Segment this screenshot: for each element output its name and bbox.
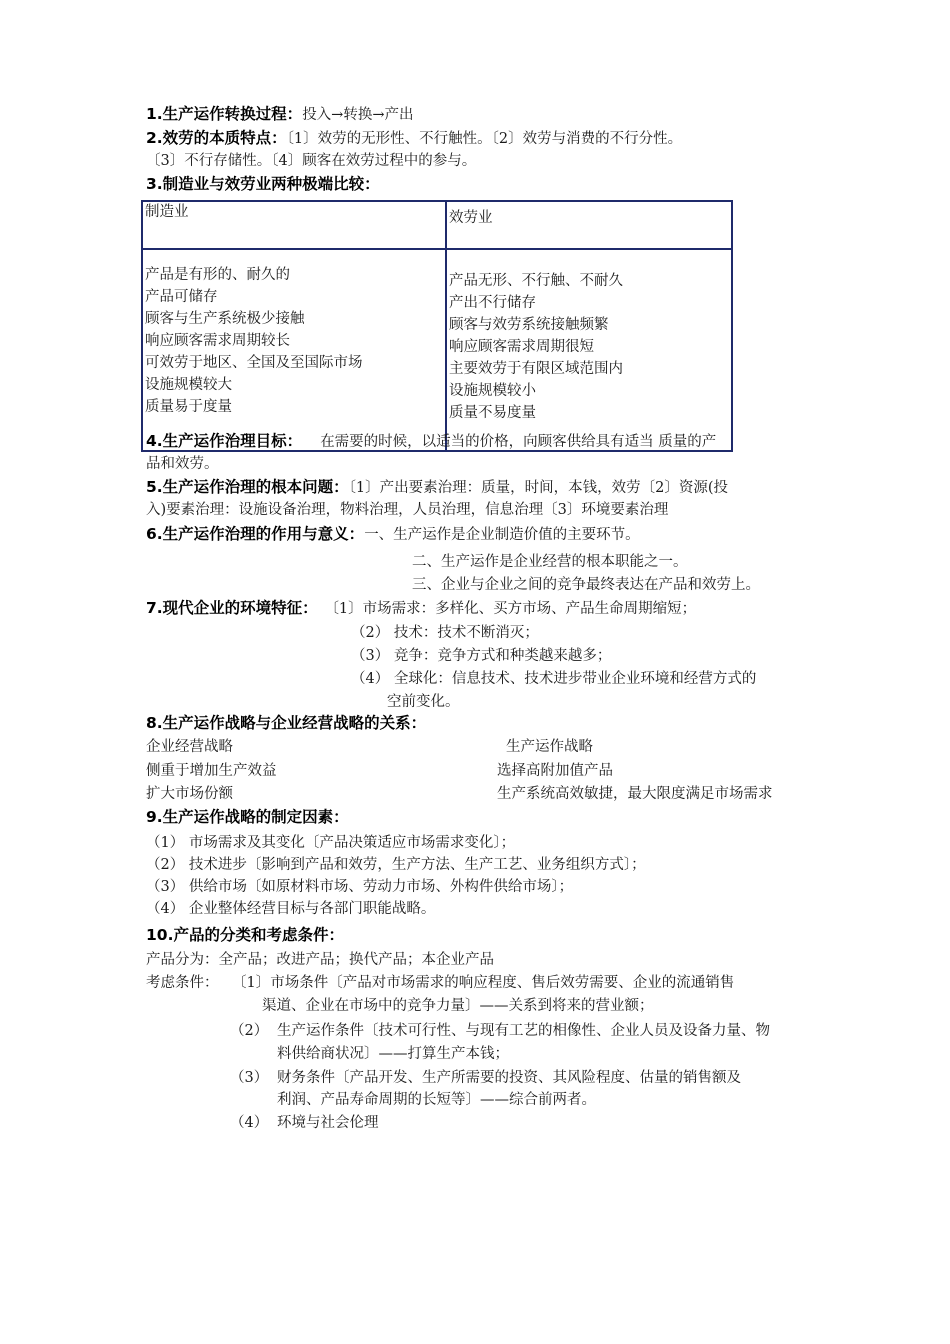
heading-2: 2.效劳的本质特点： bbox=[146, 129, 287, 147]
section-7-item-4 bbox=[351, 668, 756, 690]
heading-6: 6.生产运作治理的作用与意义： bbox=[146, 525, 365, 543]
section-7-continuation: 空前变化。 bbox=[387, 694, 460, 710]
list-item: 产出不行储存 bbox=[449, 295, 536, 311]
condition-4-line-1: 环境与社会伦理 bbox=[277, 1115, 379, 1131]
section-5 bbox=[146, 476, 728, 499]
section-7-num-3: （3） bbox=[351, 648, 390, 664]
list-item: （1） 市场需求及其变化〔产品决策适应市场需求变化〕； bbox=[146, 835, 516, 851]
heading-10: 10.产品的分类和考虑条件： bbox=[146, 926, 344, 944]
section-2 bbox=[146, 127, 682, 150]
section-7-text-3: 竞争：竞争方式和种类越来越多； bbox=[393, 648, 612, 664]
business-strategy-item-1: 侧重于增加生产效益 bbox=[146, 763, 277, 779]
table-header-service: 效劳业 bbox=[449, 210, 493, 226]
section-6-item-3: 三、企业与企业之间的竞争最终表达在产品和效劳上。 bbox=[412, 577, 760, 593]
list-item: 响应顾客需求周期很短 bbox=[449, 339, 594, 355]
heading-8: 8.生产运作战略与企业经营战略的关系： bbox=[146, 714, 427, 732]
heading-4: 4.生产运作治理目标： bbox=[146, 432, 303, 450]
condition-1-line-2: 渠道、企业在市场中的竞争力量〕——关系到将来的营业额； bbox=[262, 998, 654, 1014]
section-7-num-2: （2） bbox=[351, 625, 390, 641]
list-item: 产品是有形的、耐久的 bbox=[145, 267, 290, 283]
section-6-item-1: 一、生产运作是企业制造价值的主要环节。 bbox=[364, 527, 640, 543]
list-item: 质量易于度量 bbox=[145, 399, 232, 415]
condition-2-line-2: 料供给商状况〕——打算生产本钱； bbox=[277, 1046, 509, 1062]
section-5-text-2: 入)要素治理：设施设备治理，物料治理，人员治理，信息治理〔3〕环境要素治理 bbox=[146, 502, 669, 518]
operations-strategy-item-2: 生产系统高效敏捷，最大限度满足市场需求 bbox=[497, 786, 773, 802]
section-7-num-1: 〔1〕 bbox=[331, 601, 363, 617]
section-7-item-2 bbox=[351, 622, 539, 644]
list-item: 质量不易度量 bbox=[449, 405, 536, 421]
operations-strategy-item-1: 选择高附加值产品 bbox=[497, 763, 613, 779]
section-2-text-2: 〔3〕不行存储性。〔4〕顾客在效劳过程中的参与。 bbox=[146, 153, 477, 169]
manufacturing-traits bbox=[145, 264, 363, 418]
section-7-text-1: 市场需求：多样化、买方市场、产品生命周期缩短； bbox=[362, 601, 697, 617]
service-traits bbox=[449, 270, 623, 424]
section-6 bbox=[146, 523, 640, 546]
condition-3-num: （3） bbox=[230, 1070, 269, 1086]
business-strategy-item-2: 扩大市场份额 bbox=[146, 786, 233, 802]
list-item: 设施规模较小 bbox=[449, 383, 536, 399]
heading-5: 5.生产运作治理的根本问题： bbox=[146, 478, 349, 496]
table-divider-vertical bbox=[445, 200, 447, 452]
consideration-label: 考虑条件： bbox=[146, 975, 219, 991]
section-5-text-1: 〔1〕产出要素治理：质量，时间，本钱，效劳〔2〕资源(投 bbox=[348, 480, 729, 496]
section-9-list bbox=[146, 832, 646, 920]
condition-3-line-2: 利润、产品寿命周期的长短等〕——综合前两者。 bbox=[277, 1092, 596, 1108]
list-item: 可效劳于地区、全国及至国际市场 bbox=[145, 355, 363, 371]
list-item: 顾客与生产系统极少接触 bbox=[145, 311, 305, 327]
section-6-item-2: 二、生产运作是企业经营的根本职能之一。 bbox=[412, 554, 688, 570]
table-divider-horizontal bbox=[141, 248, 733, 250]
list-item: 主要效劳于有限区域范围内 bbox=[449, 361, 623, 377]
operations-strategy-label: 生产运作战略 bbox=[506, 739, 593, 755]
section-4-text-2: 品和效劳。 bbox=[146, 456, 219, 472]
section-4 bbox=[146, 430, 716, 453]
list-item: （2） 技术进步〔影响到产品和效劳，生产方法、生产工艺、业务组织方式〕； bbox=[146, 857, 646, 873]
heading-3: 3.制造业与效劳业两种极端比较： bbox=[146, 175, 380, 193]
list-item: 响应顾客需求周期较长 bbox=[145, 333, 290, 349]
product-classification: 产品分为：全产品；改进产品；换代产品；本企业产品 bbox=[146, 952, 494, 968]
section-4-text-1: 在需要的时候，以适当的价格，向顾客供给具有适当 质量的产 bbox=[320, 434, 717, 450]
section-7 bbox=[146, 597, 696, 620]
section-7-item-3 bbox=[351, 645, 611, 667]
condition-2-num: （2） bbox=[230, 1023, 269, 1039]
condition-2-line-1: 生产运作条件〔技术可行性、与现有工艺的相像性、企业人员及设备力量、物 bbox=[277, 1023, 770, 1039]
section-7-text-4: 全球化：信息技术、技术进步带业企业环境和经营方式的 bbox=[393, 671, 757, 687]
heading-1: 1.生产运作转换过程： bbox=[146, 105, 303, 123]
list-item: （4） 企业整体经营目标与各部门职能战略。 bbox=[146, 901, 436, 917]
list-item: 顾客与效劳系统接触频繁 bbox=[449, 317, 609, 333]
heading-7: 7.现代企业的环境特征： bbox=[146, 599, 318, 617]
condition-1-line-1: 〔1〕市场条件〔产品对市场需求的响应程度、售后效劳需要、企业的流通销售 bbox=[232, 975, 735, 991]
list-item: 产品可储存 bbox=[145, 289, 218, 305]
section-7-num-4: （4） bbox=[351, 671, 390, 687]
section-1-text: 投入→转换→产出 bbox=[302, 107, 414, 123]
section-7-text-2: 技术：技术不断消灭； bbox=[393, 625, 539, 641]
list-item: 设施规模较大 bbox=[145, 377, 232, 393]
section-1 bbox=[146, 103, 414, 126]
table-header-manufacturing: 制造业 bbox=[145, 204, 189, 220]
list-item: （3） 供给市场〔如原材料市场、劳动力市场、外构件供给市场〕； bbox=[146, 879, 574, 895]
business-strategy-label: 企业经营战略 bbox=[146, 739, 233, 755]
condition-4-num: （4） bbox=[230, 1115, 269, 1131]
heading-9: 9.生产运作战略的制定因素： bbox=[146, 808, 349, 826]
condition-3-line-1: 财务条件〔产品开发、生产所需要的投资、其风险程度、估量的销售额及 bbox=[277, 1070, 741, 1086]
section-2-text-1: 〔1〕效劳的无形性、不行触性。〔2〕效劳与消费的不行分性。 bbox=[286, 131, 683, 147]
list-item: 产品无形、不行触、不耐久 bbox=[449, 273, 623, 289]
